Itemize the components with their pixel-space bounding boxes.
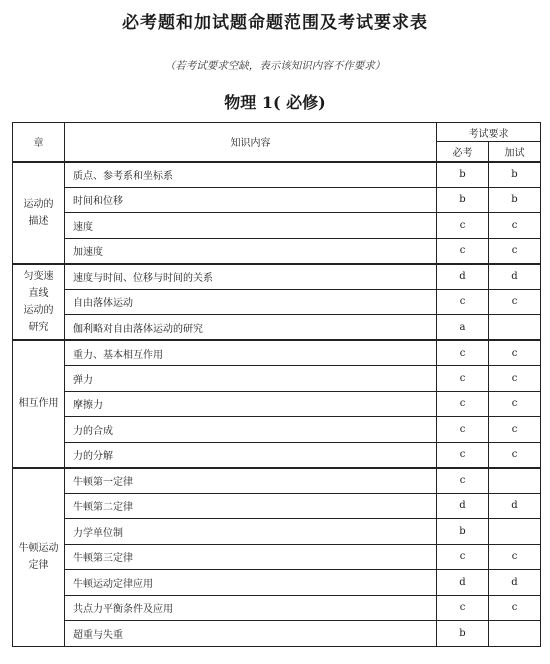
extra-level-cell: c (489, 391, 541, 417)
table-row (13, 187, 541, 213)
knowledge-cell: 速度与时间、位移与时间的关系 (65, 264, 437, 290)
page-title: 必考题和加试题命题范围及考试要求表 (122, 13, 428, 33)
required-level-cell: b (437, 162, 489, 188)
knowledge-cell: 时间和位移 (65, 187, 437, 213)
header-requirement: 考试要求 (437, 123, 541, 142)
required-level-cell: c (437, 366, 489, 392)
table-row (13, 264, 541, 290)
knowledge-cell: 弹力 (65, 366, 437, 392)
table-row (13, 213, 541, 239)
extra-level-cell: c (489, 289, 541, 315)
table-row (13, 493, 541, 519)
table-row (13, 595, 541, 621)
table-row (13, 238, 541, 264)
required-level-cell: c (437, 468, 489, 494)
extra-level-cell: c (489, 595, 541, 621)
chapter-cell: 牛顿运动 定律 (13, 468, 65, 647)
required-level-cell: b (437, 519, 489, 545)
extra-level-cell (489, 315, 541, 341)
table-row (13, 162, 541, 188)
extra-level-cell: c (489, 442, 541, 468)
table-row (13, 289, 541, 315)
chapter-cell: 相互作用 (13, 340, 65, 468)
required-level-cell: c (437, 544, 489, 570)
required-level-cell: c (437, 595, 489, 621)
required-level-cell: c (437, 289, 489, 315)
extra-level-cell: b (489, 187, 541, 213)
table-row (13, 315, 541, 341)
extra-level-cell: c (489, 213, 541, 239)
extra-level-cell: d (489, 493, 541, 519)
required-level-cell: c (437, 340, 489, 366)
required-level-cell: d (437, 264, 489, 290)
knowledge-cell: 质点、参考系和坐标系 (65, 162, 437, 188)
table-row (13, 468, 541, 494)
header-knowledge: 知识内容 (65, 123, 437, 162)
header-chapter: 章 (13, 123, 65, 162)
chapter-cell: 匀变速 直线 运动的 研究 (13, 264, 65, 341)
required-level-cell: a (437, 315, 489, 341)
extra-level-cell: c (489, 544, 541, 570)
knowledge-cell: 加速度 (65, 238, 437, 264)
extra-level-cell (489, 621, 541, 647)
knowledge-cell: 牛顿第一定律 (65, 468, 437, 494)
table-body (13, 162, 541, 647)
extra-level-cell: c (489, 238, 541, 264)
table-row (13, 570, 541, 596)
requirement-note: （若考试要求空缺，表示该知识内容不作要求） (164, 60, 386, 72)
table-row (13, 519, 541, 545)
knowledge-cell: 力的合成 (65, 417, 437, 443)
knowledge-cell: 力的分解 (65, 442, 437, 468)
table-row (13, 417, 541, 443)
knowledge-cell: 摩擦力 (65, 391, 437, 417)
knowledge-cell: 牛顿运动定律应用 (65, 570, 437, 596)
knowledge-cell: 超重与失重 (65, 621, 437, 647)
chapter-cell: 运动的 描述 (13, 162, 65, 264)
extra-level-cell: d (489, 264, 541, 290)
required-level-cell: c (437, 417, 489, 443)
required-level-cell: c (437, 213, 489, 239)
required-level-cell: d (437, 570, 489, 596)
table-row (13, 391, 541, 417)
required-level-cell: c (437, 442, 489, 468)
requirements-table (12, 122, 541, 647)
extra-level-cell: b (489, 162, 541, 188)
extra-level-cell (489, 468, 541, 494)
header-required: 必考 (437, 142, 489, 162)
extra-level-cell: c (489, 417, 541, 443)
table-row (13, 366, 541, 392)
required-level-cell: b (437, 187, 489, 213)
extra-level-cell (489, 519, 541, 545)
subject-title: 物理 1( 必修) (224, 93, 326, 112)
knowledge-cell: 力学单位制 (65, 519, 437, 545)
knowledge-cell: 共点力平衡条件及应用 (65, 595, 437, 621)
header-extra: 加试 (489, 142, 541, 162)
knowledge-cell: 伽利略对自由落体运动的研究 (65, 315, 437, 341)
extra-level-cell: d (489, 570, 541, 596)
required-level-cell: d (437, 493, 489, 519)
required-level-cell: b (437, 621, 489, 647)
table-row (13, 544, 541, 570)
table-row (13, 442, 541, 468)
knowledge-cell: 牛顿第三定律 (65, 544, 437, 570)
knowledge-cell: 速度 (65, 213, 437, 239)
extra-level-cell: c (489, 366, 541, 392)
knowledge-cell: 牛顿第二定律 (65, 493, 437, 519)
table-row (13, 340, 541, 366)
table-row (13, 621, 541, 647)
extra-level-cell: c (489, 340, 541, 366)
required-level-cell: c (437, 238, 489, 264)
knowledge-cell: 自由落体运动 (65, 289, 437, 315)
knowledge-cell: 重力、基本相互作用 (65, 340, 437, 366)
required-level-cell: c (437, 391, 489, 417)
